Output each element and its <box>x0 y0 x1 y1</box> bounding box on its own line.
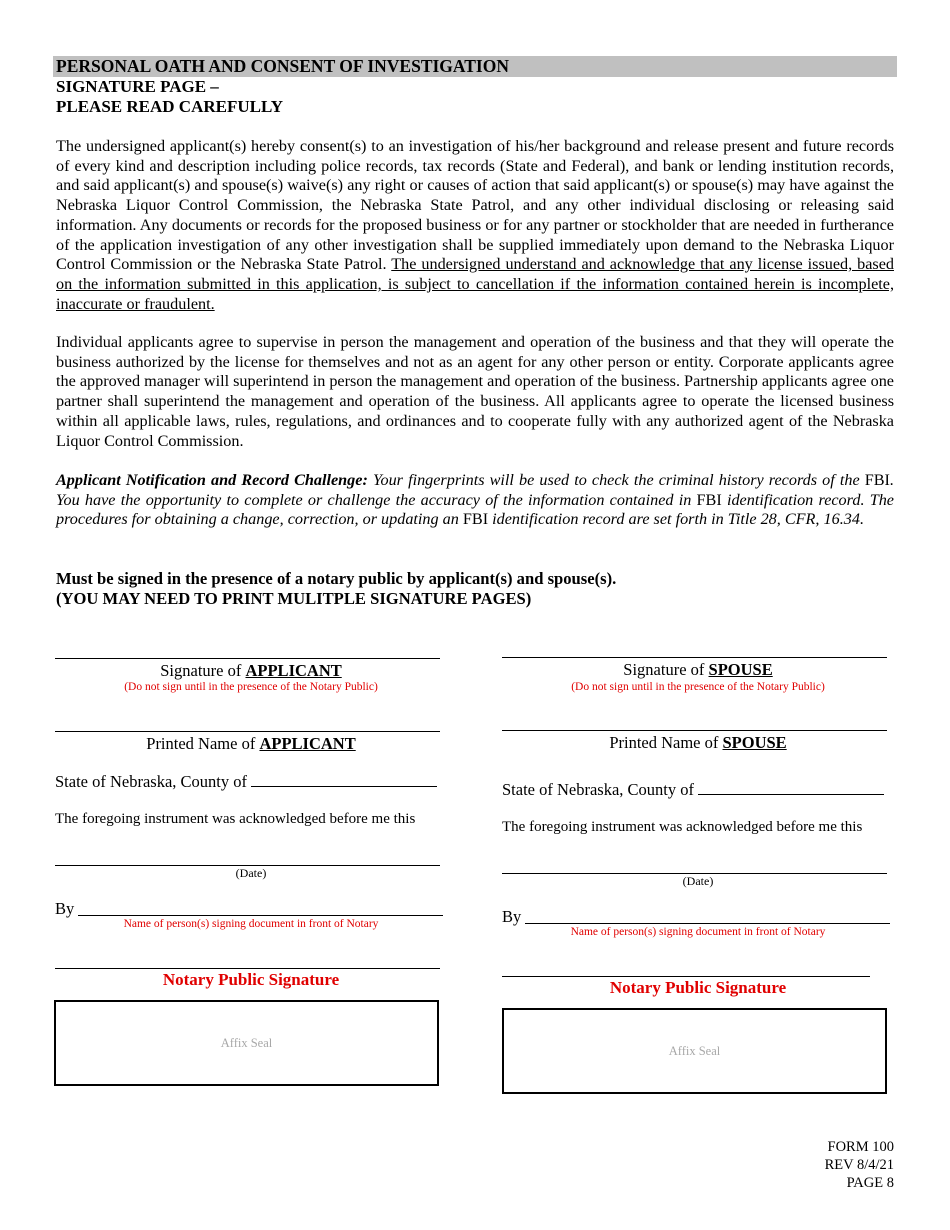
spouse-county-field[interactable] <box>698 780 884 795</box>
applicant-by-note: Name of person(s) signing document in front of Notary <box>123 918 379 930</box>
notification-text-4: identification record are set forth in Title 28, CFR, 16.34. <box>488 510 864 529</box>
notification-text-1: Your fingerprints will be used to check the criminal history records of the <box>367 471 865 489</box>
applicant-by-label: By <box>55 899 75 918</box>
spouse-printed-name-line[interactable] <box>502 730 887 731</box>
consent-paragraph <box>56 137 894 314</box>
print-multiple-instruction: (YOU MAY NEED TO PRINT MULITPLE SIGNATURE PAGES) <box>56 589 532 608</box>
applicant-signature-prefix: Signature of <box>160 661 246 680</box>
applicant-seal-box <box>54 1000 439 1086</box>
applicant-printed-prefix: Printed Name of <box>146 734 260 753</box>
spouse-printed-role: SPOUSE <box>722 733 787 752</box>
applicant-notary-signature-line[interactable] <box>55 968 440 969</box>
applicant-notary-title: Notary Public Signature <box>162 970 340 989</box>
spouse-by-note: Name of person(s) signing document in front of Notary <box>570 926 826 938</box>
notification-fbi-3: FBI <box>462 510 489 529</box>
spouse-signature-caption <box>502 660 894 679</box>
spouse-acknowledged-text: The foregoing instrument was acknowledged before me this <box>502 819 863 835</box>
applicant-by-line[interactable] <box>78 915 443 916</box>
spouse-seal-text: Affix Seal <box>668 1043 721 1058</box>
applicant-printed-role: APPLICANT <box>259 734 356 753</box>
notification-fbi-1: FBI <box>864 471 890 489</box>
spouse-notary-signature-line[interactable] <box>502 976 870 977</box>
page-number: PAGE 8 <box>846 1175 894 1191</box>
spouse-by-label: By <box>502 907 522 926</box>
applicant-signature-role: APPLICANT <box>245 661 342 680</box>
notification-text-3: identification record. The procedures for obtaining a change, correction, or updating an <box>56 490 894 529</box>
record-challenge-heading: Applicant Notification and Record Challenge: <box>56 471 368 489</box>
notification-text-2: . You have the opportunity to complete or challenge the accuracy of the information contained in <box>56 471 894 509</box>
applicant-acknowledged-text: The foregoing instrument was acknowledged before me this <box>55 811 416 827</box>
applicant-printed-name-line[interactable] <box>55 731 440 732</box>
form-revision: REV 8/4/21 <box>824 1157 894 1173</box>
consent-text: The undersigned applicant(s) hereby consent(s) to an investigation of his/her background and release present and future records of every kind and description including police records, tax records (State and Federal), and bank or lending institution records, and said applicant(s) and spouse(s) waive(s) any right or causes of action that said applicant(s) or spouse(s) may have against the Nebraska Liquor Control Commission, the Nebraska State Patrol, and any other individual disclosing or releasing said information. Any documents or records for the proposed business or for any partner or stockholder that are needed in furtherance of the application investigation of any other investigation shall be supplied immediately upon demand to the Nebraska Liquor Control Commission or the Nebraska State Patrol. <box>56 137 894 274</box>
applicant-signature-caption <box>55 661 447 680</box>
spouse-date-label: (Date) <box>682 874 714 888</box>
notary-instruction: Must be signed in the presence of a notary public by applicant(s) and spouse(s). <box>56 569 617 588</box>
applicant-county-row <box>55 772 437 791</box>
applicant-agreement-paragraph: Individual applicants agree to supervise in person the management and operation of the business and that they will operate the business authorized by the license for themselves and not as an agent for any other person or entity. Corporate applicants agree the approved manager will superintend in person the management and operation of the business. Partnership applicants agree one partner shall superintend the management and operation of the business. All applicants agree to operate the licensed business within all applicable laws, rules, regulations, and ordinances and to cooperate fully with any authorized agent of the Nebraska Liquor Control Commission. <box>56 333 894 450</box>
record-challenge-paragraph <box>56 471 894 530</box>
spouse-printed-name-caption <box>502 733 894 752</box>
spouse-county-label: State of Nebraska, County of <box>502 780 694 799</box>
read-carefully-heading: PLEASE READ CAREFULLY <box>56 97 284 116</box>
spouse-signature-line[interactable] <box>502 657 887 658</box>
applicant-sign-note: (Do not sign until in the presence of the Notary Public) <box>124 681 378 693</box>
spouse-sign-note: (Do not sign until in the presence of the Notary Public) <box>571 681 825 693</box>
applicant-signature-line[interactable] <box>55 658 440 659</box>
spouse-by-line[interactable] <box>525 923 890 924</box>
form-number: FORM 100 <box>827 1139 894 1155</box>
spouse-signature-role: SPOUSE <box>708 660 773 679</box>
applicant-seal-text: Affix Seal <box>220 1035 273 1050</box>
applicant-county-label: State of Nebraska, County of <box>55 772 247 791</box>
signature-page-heading: SIGNATURE PAGE – <box>56 77 219 96</box>
spouse-seal-box <box>502 1008 887 1094</box>
spouse-signature-prefix: Signature of <box>623 660 709 679</box>
applicant-county-field[interactable] <box>251 772 437 787</box>
consent-underlined-text: The undersigned understand and acknowledge that any license issued, based on the information submitted in this application, is subject to cancellation if the information contained herein is incomplete, inaccurate or fraudulent. <box>56 255 894 313</box>
applicant-printed-name-caption <box>55 734 447 753</box>
notification-fbi-2: FBI <box>696 490 722 509</box>
spouse-county-row <box>502 780 884 799</box>
spouse-printed-prefix: Printed Name of <box>609 733 723 752</box>
spouse-notary-title: Notary Public Signature <box>609 978 787 997</box>
section-banner: PERSONAL OATH AND CONSENT OF INVESTIGATION <box>53 56 897 77</box>
applicant-date-label: (Date) <box>235 866 267 880</box>
